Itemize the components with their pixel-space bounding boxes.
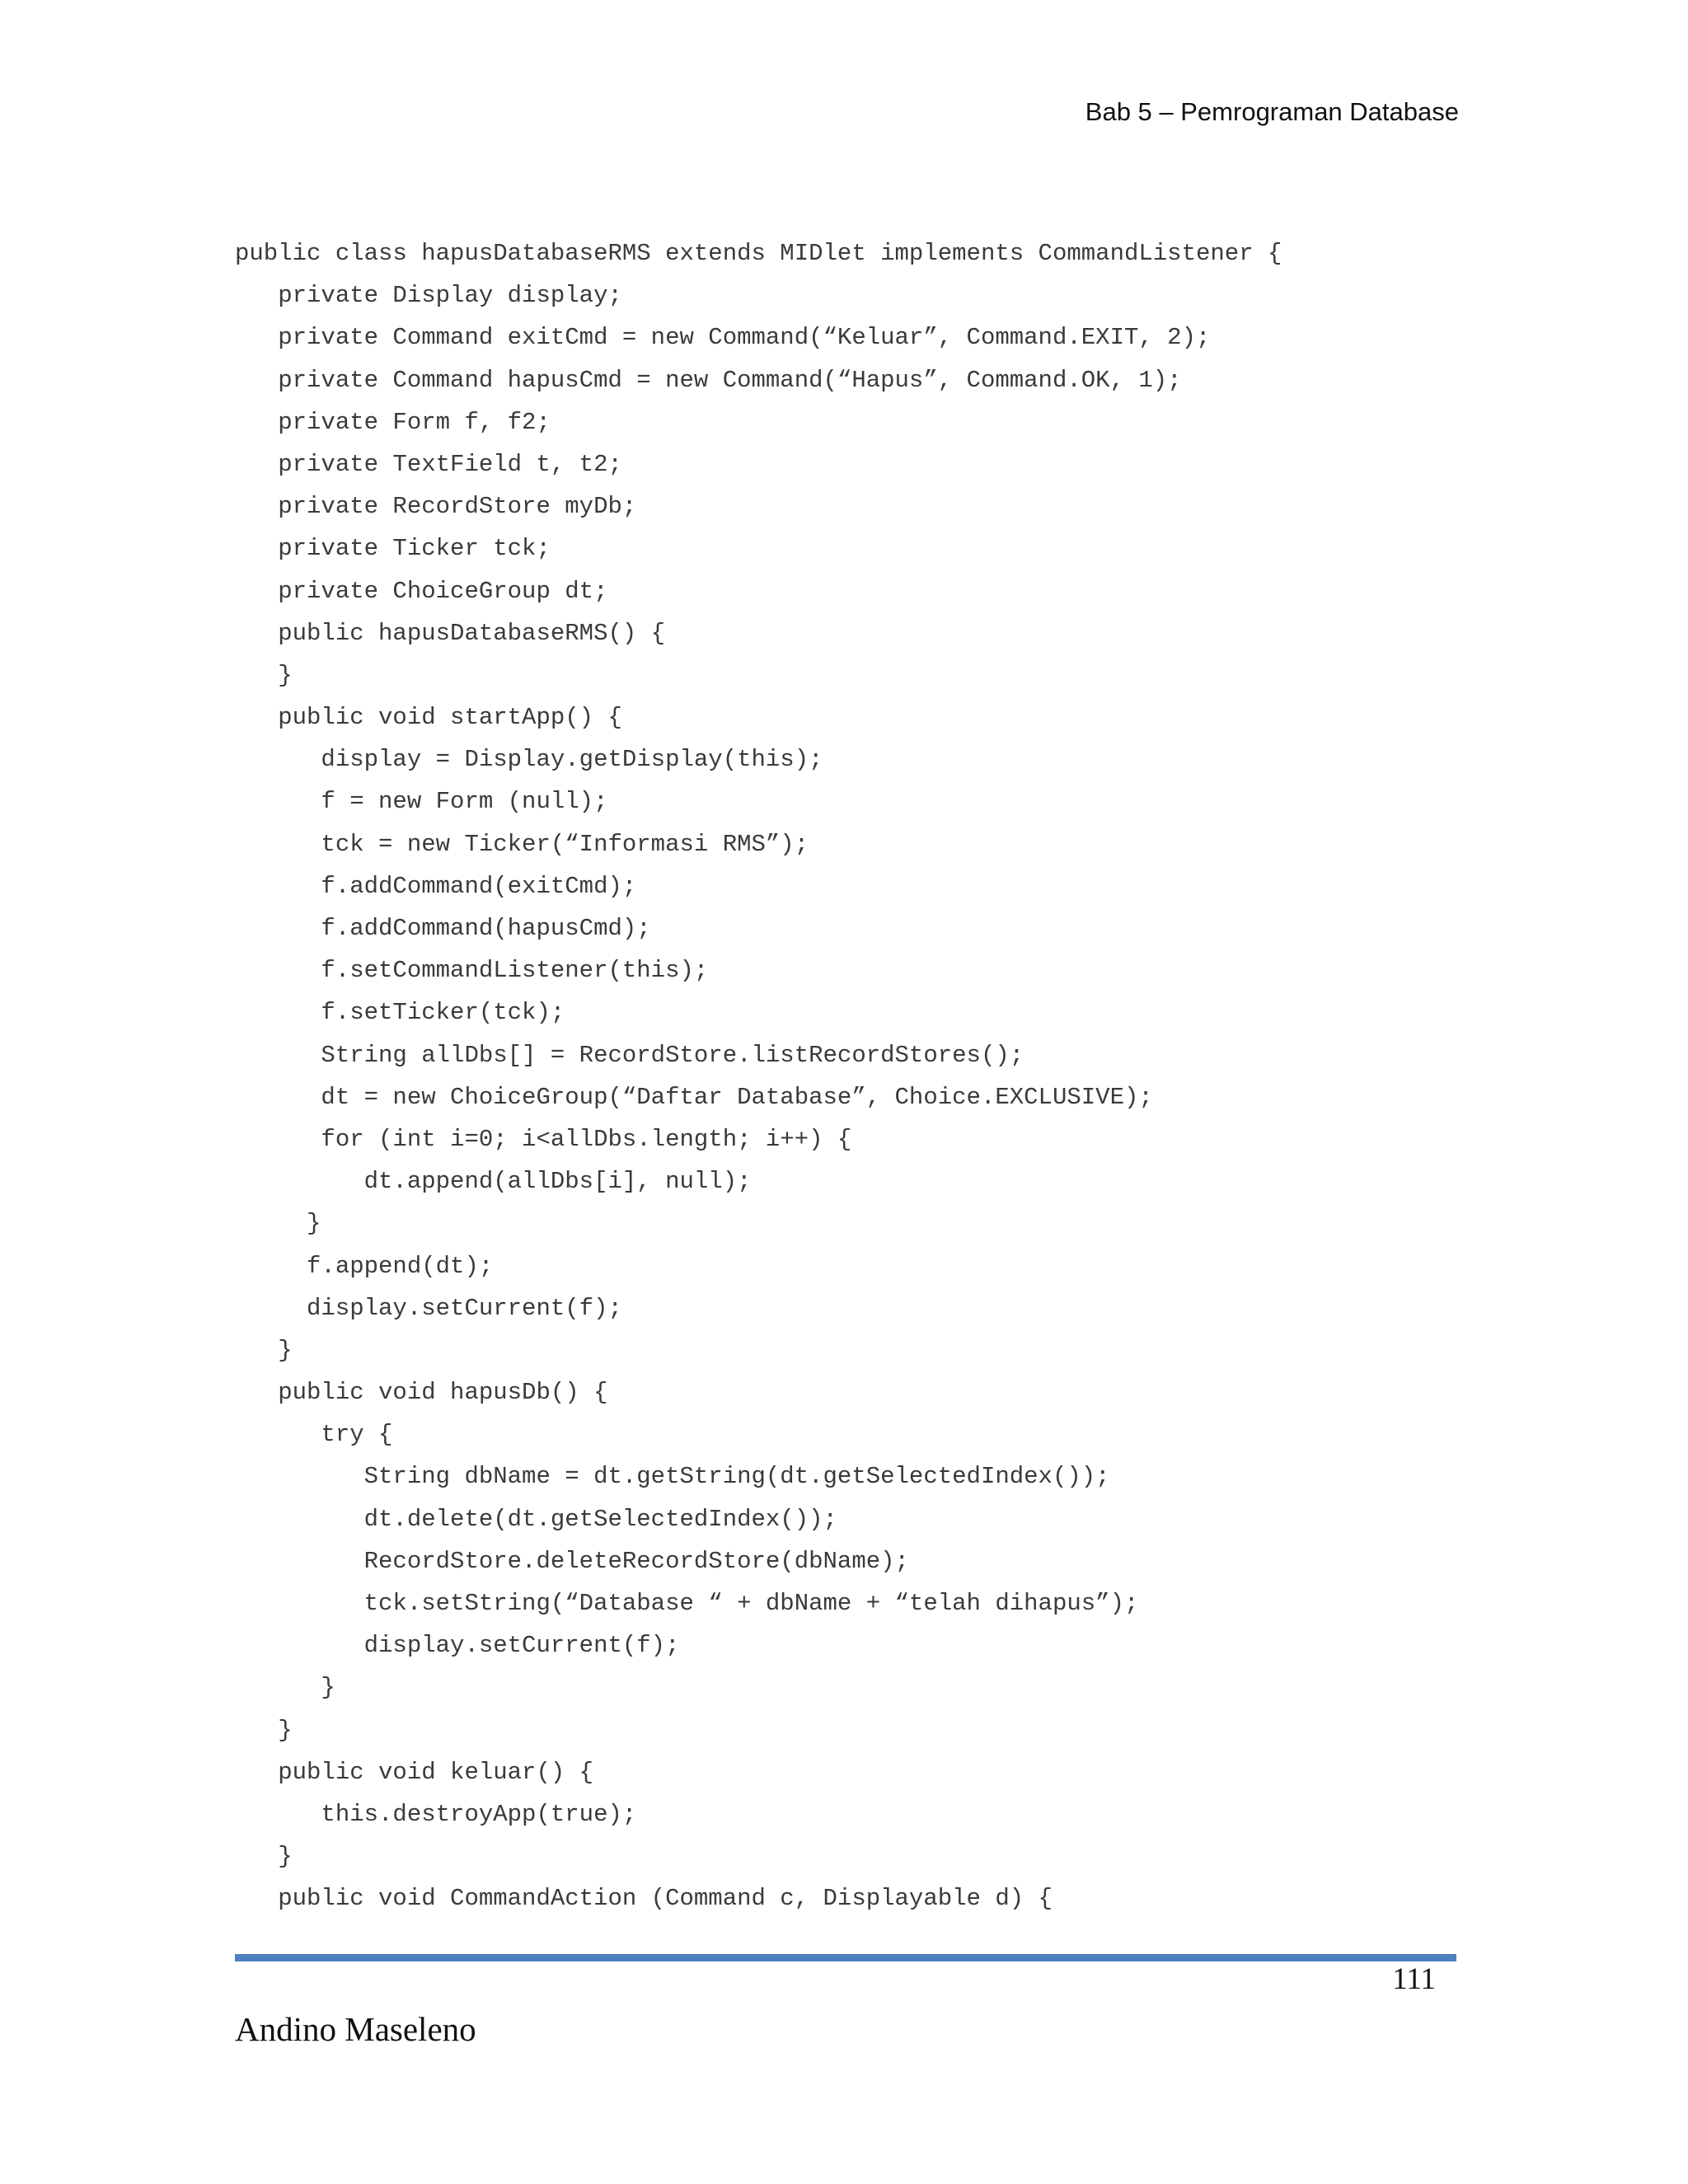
code-line: f.append(dt);: [235, 1252, 494, 1280]
code-line: dt.delete(dt.getSelectedIndex());: [235, 1505, 837, 1533]
code-line: try {: [235, 1421, 393, 1449]
code-line: f.addCommand(hapusCmd);: [235, 915, 651, 942]
code-line: this.destroyApp(true);: [235, 1800, 637, 1828]
code-line: private Display display;: [235, 282, 622, 310]
code-line: }: [235, 1716, 293, 1744]
code-line: private TextField t, t2;: [235, 450, 622, 478]
code-line: }: [235, 661, 293, 689]
code-line: display.setCurrent(f);: [235, 1632, 680, 1660]
code-line: f.addCommand(exitCmd);: [235, 872, 637, 900]
code-line: }: [235, 1336, 293, 1364]
code-listing: [235, 232, 1471, 1920]
code-line: private Command exitCmd = new Command(“Keluar”, Command.EXIT, 2);: [235, 324, 1211, 352]
code-line: String dbName = dt.getString(dt.getSelectedIndex());: [235, 1463, 1110, 1491]
footer-divider: [235, 1954, 1456, 1961]
code-line: tck = new Ticker(“Informasi RMS”);: [235, 830, 809, 858]
code-line: private Form f, f2;: [235, 408, 551, 436]
code-line: public void CommandAction (Command c, Displayable d) {: [235, 1885, 1053, 1913]
code-line: dt = new ChoiceGroup(“Daftar Database”, Choice.EXCLUSIVE);: [235, 1083, 1153, 1111]
running-header: Bab 5 – Pemrograman Database: [1085, 97, 1459, 126]
code-line: private RecordStore myDb;: [235, 493, 637, 521]
code-line: public void keluar() {: [235, 1758, 594, 1786]
code-line: f.setTicker(tck);: [235, 999, 565, 1027]
code-line: private ChoiceGroup dt;: [235, 577, 608, 605]
author-name: Andino Maseleno: [235, 2010, 476, 2048]
code-line: public void startApp() {: [235, 704, 622, 732]
code-line: display.setCurrent(f);: [235, 1294, 622, 1322]
code-line: private Command hapusCmd = new Command(“Hapus”, Command.OK, 1);: [235, 366, 1182, 394]
code-line: dt.append(allDbs[i], null);: [235, 1168, 752, 1196]
code-line: }: [235, 1674, 335, 1702]
code-line: String allDbs[] = RecordStore.listRecordStores();: [235, 1041, 1025, 1069]
code-line: for (int i=0; i<allDbs.length; i++) {: [235, 1125, 852, 1153]
page-number: 111: [1392, 1962, 1436, 1996]
code-line: f.setCommandListener(this);: [235, 957, 709, 985]
code-line: public hapusDatabaseRMS() {: [235, 619, 666, 647]
code-line: }: [235, 1843, 293, 1871]
code-line: }: [235, 1210, 321, 1238]
code-line: private Ticker tck;: [235, 535, 551, 563]
code-line: public void hapusDb() {: [235, 1379, 608, 1407]
code-line: display = Display.getDisplay(this);: [235, 746, 823, 774]
code-line: public class hapusDatabaseRMS extends MIDlet implements CommandListener {: [235, 240, 1282, 267]
code-line: f = new Form (null);: [235, 788, 608, 816]
code-line: RecordStore.deleteRecordStore(dbName);: [235, 1547, 909, 1575]
code-line: tck.setString(“Database “ + dbName + “telah dihapus”);: [235, 1590, 1139, 1617]
